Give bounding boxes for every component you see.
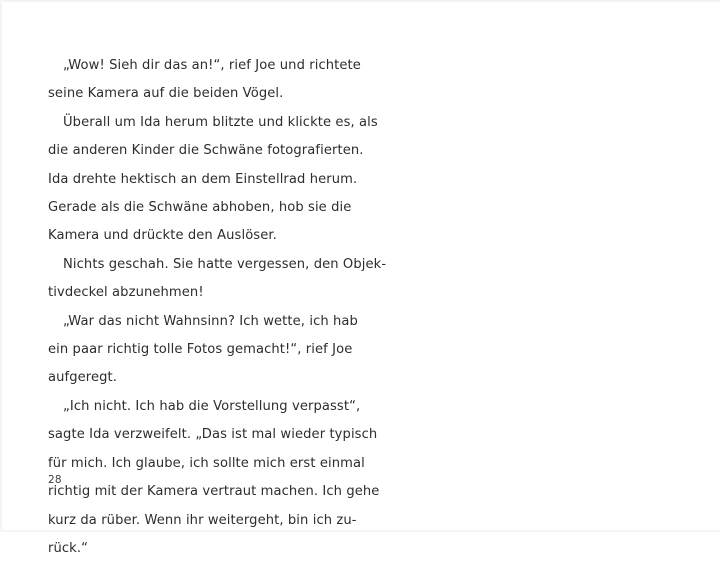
text-line: rück.“ [48,540,89,556]
text-line: sagte Ida verzweifelt. „Das ist mal wieder typisch [48,427,378,443]
page-number-left: 28 [48,474,62,486]
text-line: die anderen Kinder die Schwäne fotografierten. [48,143,364,159]
text-line: aufgeregt. [48,370,118,386]
left-page-body-text [48,52,387,563]
text-line: „Ich nicht. Ich hab die Vorstellung verpasst“, [63,398,361,414]
text-line: Ida drehte hektisch an dem Einstellrad herum. [48,171,358,187]
text-line: Nichts geschah. Sie hatte vergessen, den Objek- [63,256,387,272]
text-line: „War das nicht Wahnsinn? Ich wette, ich hab [63,313,358,329]
text-line: Überall um Ida herum blitzte und klickte es, als [63,114,378,130]
page-right [368,0,720,532]
text-line: tivdeckel abzunehmen! [48,285,204,301]
text-line: ein paar richtig tolle Fotos gemacht!“, rief Joe [48,342,353,358]
text-line: kurz da rüber. Wenn ihr weitergeht, bin ich zu- [48,512,357,528]
text-line: Kamera und drückte den Auslöser. [48,228,277,244]
text-line: richtig mit der Kamera vertraut machen. Ich gehe [48,484,380,500]
text-line: für mich. Ich glaube, ich sollte mich erst einmal [48,455,365,471]
text-line: Gerade als die Schwäne abhoben, hob sie die [48,200,352,216]
text-line: „Wow! Sieh dir das an!“, rief Joe und richtete [63,58,361,73]
text-line: seine Kamera auf die beiden Vögel. [48,86,284,102]
